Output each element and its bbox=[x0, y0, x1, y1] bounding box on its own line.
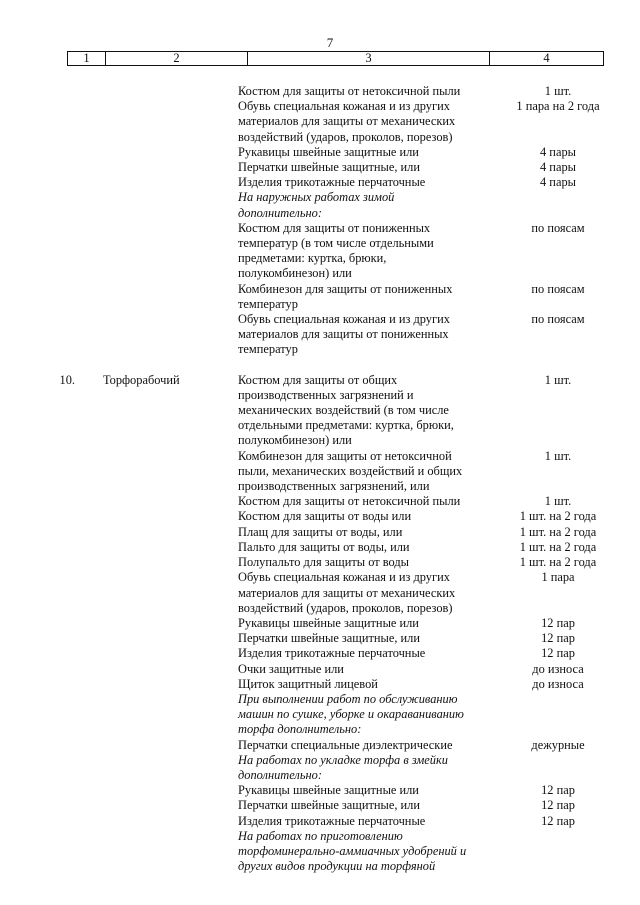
equipment-name: Костюм для защиты от нетоксичной пыли bbox=[238, 84, 461, 98]
issue-norm: 1 пара на 2 года bbox=[516, 99, 600, 114]
column-header-1: 1 bbox=[68, 52, 106, 65]
equipment-name: Костюм для защиты от нетоксичной пыли bbox=[238, 494, 461, 509]
equipment-row bbox=[238, 753, 640, 783]
issue-norm: 12 пар bbox=[541, 798, 575, 813]
profession-name: Торфорабочий bbox=[103, 372, 180, 387]
equipment-name: Костюм для защиты от общих производственных загрязнений и механических воздействий (в том числе отдельными предметами: куртка, брюки, полукомбинезон) или bbox=[238, 372, 454, 448]
issue-norm: 4 пары bbox=[540, 144, 576, 159]
issue-norm: дежурные bbox=[531, 737, 585, 752]
equipment-name: Обувь специальная кожаная и из других материалов для защиты от механических воздействий (ударов, проколов, порезов) bbox=[238, 570, 456, 615]
equipment-row bbox=[238, 190, 640, 220]
column-header-2: 2 bbox=[106, 52, 248, 65]
equipment-row bbox=[238, 798, 640, 813]
issue-norm: по поясам bbox=[531, 220, 585, 235]
equipment-row bbox=[238, 540, 640, 555]
issue-norm: 1 пара bbox=[541, 570, 575, 585]
equipment-name: Перчатки швейные защитные, или bbox=[238, 798, 420, 813]
profession-item bbox=[0, 84, 640, 358]
equipment-name: Перчатки швейные защитные, или bbox=[238, 631, 420, 646]
equipment-row bbox=[238, 373, 640, 449]
issue-norm: 1 шт. bbox=[544, 494, 572, 509]
equipment-name: Костюм для защиты от пониженных температур (в том числе отдельными предметами: куртка, брюки, полукомбинезон) или bbox=[238, 220, 434, 281]
column-header-row bbox=[67, 51, 604, 66]
issue-norm: 12 пар bbox=[541, 813, 575, 828]
equipment-row bbox=[238, 662, 640, 677]
equipment-name: Комбинезон для защиты от нетоксичной пыли, механических воздействий и общих производственных загрязнений, или bbox=[238, 448, 463, 494]
issue-norm: 12 пар bbox=[541, 631, 575, 646]
equipment-name: Обувь специальная кожаная и из других материалов для защиты от механических воздействий (ударов, проколов, порезов) bbox=[238, 99, 456, 144]
page-number: 7 bbox=[326, 35, 334, 50]
equipment-row bbox=[238, 555, 640, 570]
equipment-entries bbox=[238, 373, 640, 875]
issue-norm: 4 пары bbox=[540, 160, 576, 175]
issue-norm: 1 шт. bbox=[544, 372, 572, 387]
section-note: На работах по приготовлению торфоминерально-аммиачных удобрений и других видов продукции на торфяной bbox=[238, 828, 467, 874]
equipment-name: Костюм для защиты от воды или bbox=[238, 509, 412, 524]
equipment-row bbox=[238, 738, 640, 753]
equipment-row bbox=[238, 494, 640, 509]
equipment-name: Изделия трикотажные перчаточные bbox=[238, 813, 426, 828]
column-header-4: 4 bbox=[543, 51, 550, 65]
issue-norm: по поясам bbox=[531, 312, 585, 327]
equipment-name: Перчатки специальные диэлектрические bbox=[238, 737, 453, 752]
equipment-row bbox=[238, 312, 640, 358]
issue-norm: 4 пары bbox=[540, 175, 576, 190]
equipment-row bbox=[238, 449, 640, 495]
equipment-row bbox=[238, 646, 640, 661]
equipment-name: Рукавицы швейные защитные или bbox=[238, 144, 419, 159]
equipment-row bbox=[238, 221, 640, 282]
protective-equipment-list bbox=[0, 84, 640, 874]
equipment-entries bbox=[238, 84, 640, 358]
issue-norm: 12 пар bbox=[541, 783, 575, 798]
issue-norm: 1 шт. bbox=[544, 84, 572, 98]
section-note: При выполнении работ по обслуживанию машин по сушке, уборке и окараваниванию торфа дополнительно: bbox=[238, 691, 464, 737]
equipment-row bbox=[238, 160, 640, 175]
equipment-name: Рукавицы швейные защитные или bbox=[238, 615, 419, 630]
equipment-name: Комбинезон для защиты от пониженных температур bbox=[238, 281, 453, 311]
equipment-row bbox=[238, 84, 640, 99]
section-note: На работах по укладке торфа в змейки дополнительно: bbox=[238, 752, 448, 782]
issue-norm: 12 пар bbox=[541, 615, 575, 630]
equipment-row bbox=[238, 783, 640, 798]
issue-norm: до износа bbox=[532, 661, 584, 676]
issue-norm: по поясам bbox=[531, 281, 585, 296]
equipment-row bbox=[238, 99, 640, 145]
issue-norm: 1 шт. на 2 года bbox=[519, 524, 597, 539]
issue-norm: 1 шт. на 2 года bbox=[519, 555, 597, 570]
equipment-row bbox=[238, 145, 640, 160]
equipment-row bbox=[238, 692, 640, 738]
equipment-row bbox=[238, 570, 640, 616]
equipment-row bbox=[238, 814, 640, 829]
equipment-row bbox=[238, 525, 640, 540]
equipment-row bbox=[238, 616, 640, 631]
equipment-name: Рукавицы швейные защитные или bbox=[238, 783, 419, 798]
equipment-row bbox=[238, 677, 640, 692]
equipment-name: Плащ для защиты от воды, или bbox=[238, 524, 403, 539]
equipment-name: Очки защитные или bbox=[238, 661, 344, 676]
equipment-row bbox=[238, 175, 640, 190]
equipment-row bbox=[238, 631, 640, 646]
issue-norm: 12 пар bbox=[541, 646, 575, 661]
equipment-name: Изделия трикотажные перчаточные bbox=[238, 175, 426, 190]
equipment-name: Обувь специальная кожаная и из других материалов для защиты от пониженных температур bbox=[238, 312, 450, 357]
issue-norm: до износа bbox=[532, 676, 584, 691]
section-note: На наружных работах зимой дополнительно: bbox=[238, 190, 395, 220]
item-number: 10. bbox=[59, 372, 75, 387]
equipment-name: Щиток защитный лицевой bbox=[238, 676, 378, 691]
issue-norm: 1 шт. на 2 года bbox=[519, 539, 597, 554]
item-gap bbox=[0, 358, 640, 373]
equipment-name: Перчатки швейные защитные, или bbox=[238, 160, 420, 175]
equipment-row bbox=[238, 282, 640, 312]
column-header-3: 3 bbox=[248, 52, 490, 65]
issue-norm: 1 шт. bbox=[544, 448, 572, 463]
equipment-row bbox=[238, 829, 640, 875]
equipment-name: Полупальто для защиты от воды bbox=[238, 555, 409, 570]
issue-norm: 1 шт. на 2 года bbox=[519, 509, 597, 524]
equipment-row bbox=[238, 509, 640, 524]
equipment-name: Пальто для защиты от воды, или bbox=[238, 539, 410, 554]
profession-item bbox=[0, 373, 640, 875]
equipment-name: Изделия трикотажные перчаточные bbox=[238, 646, 426, 661]
